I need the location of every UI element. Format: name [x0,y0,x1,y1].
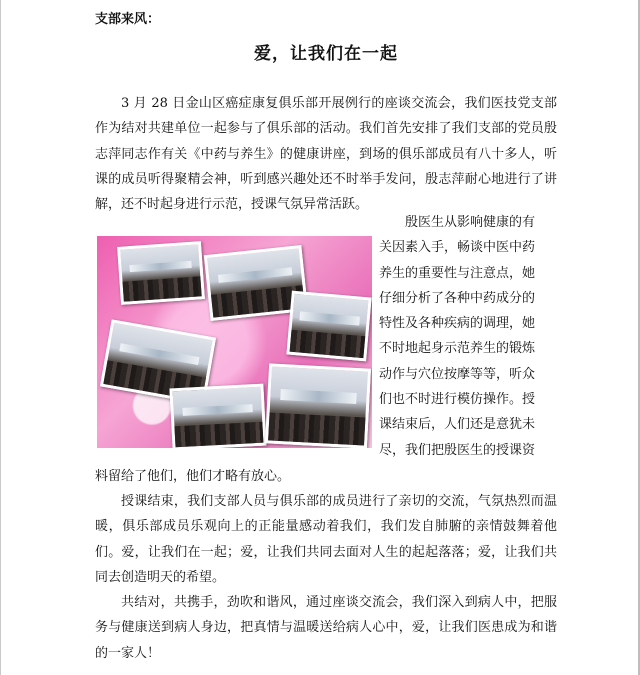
lecture-photo-3 [286,291,371,362]
paragraph-intro: 3 月 28 日金山区癌症康复俱乐部开展例行的座谈交流会，我们医技党支部作为结对共建单位一起参与了俱乐部的活动。我们首先安排了我们支部的党员殷志萍同志作有关《中药与养生》的健康讲座，到场的俱乐部成员有八十多人，听课的成员听得聚精会神，听到感兴趣处还不时举手发问，殷志萍耐心地进行了讲解，还不时起身进行示范，授课气氛异常活跃。 [95,96,557,213]
lecture-photo-1 [117,241,205,305]
lecture-photo-6 [265,363,371,448]
paragraph-lecture-tail: 料留给了他们，他们才略有放心。 [95,469,291,484]
text-line: 殷医生从影响健康的有 [405,215,536,230]
section-label: 支部来风： [95,12,161,27]
paragraph-exchange: 授课结束，我们支部人员与俱乐部的成员进行了亲切的交流，气氛热烈而温暖，俱乐部成员乐观向上的正能量感动着我们，我们发自肺腑的亲情鼓舞着他们。爱，让我们在一起；爱，让我们共同去面对人生的起起落落；爱，让我们共同去创造明天的希望。 [95,494,557,585]
article-title: 爱，让我们在一起 [254,44,398,64]
paragraph-lecture-wrapped [379,210,557,463]
paragraph-conclusion: 共结对，共携手，劲吹和谐风，通过座谈交流会，我们深入到病人中，把服务与健康送到病人身边，把真情与温暖送给病人心中，爱，让我们医患成为和谐的一家人！ [95,595,557,661]
text-line: 尽，我们把殷医生的授课资 [379,442,536,458]
page-border-left [0,0,1,675]
photo-collage [97,236,372,448]
text-line: 动作与穴位按摩等等，听众 [379,366,536,382]
text-line: 不时地起身示范养生的锻炼 [379,341,536,357]
text-line: 关因素入手，畅谈中医中药 [379,240,536,256]
text-line: 课结束后，人们还是意犹未 [379,417,536,433]
text-line: 特性及各种疾病的调理，她 [379,316,536,332]
text-line: 们也不时进行模仿操作。授 [379,392,536,408]
text-line: 仔细分析了各种中药成分的 [379,290,536,306]
text-line: 养生的重要性与注意点，她 [379,265,536,281]
lecture-photo-5 [169,384,266,448]
